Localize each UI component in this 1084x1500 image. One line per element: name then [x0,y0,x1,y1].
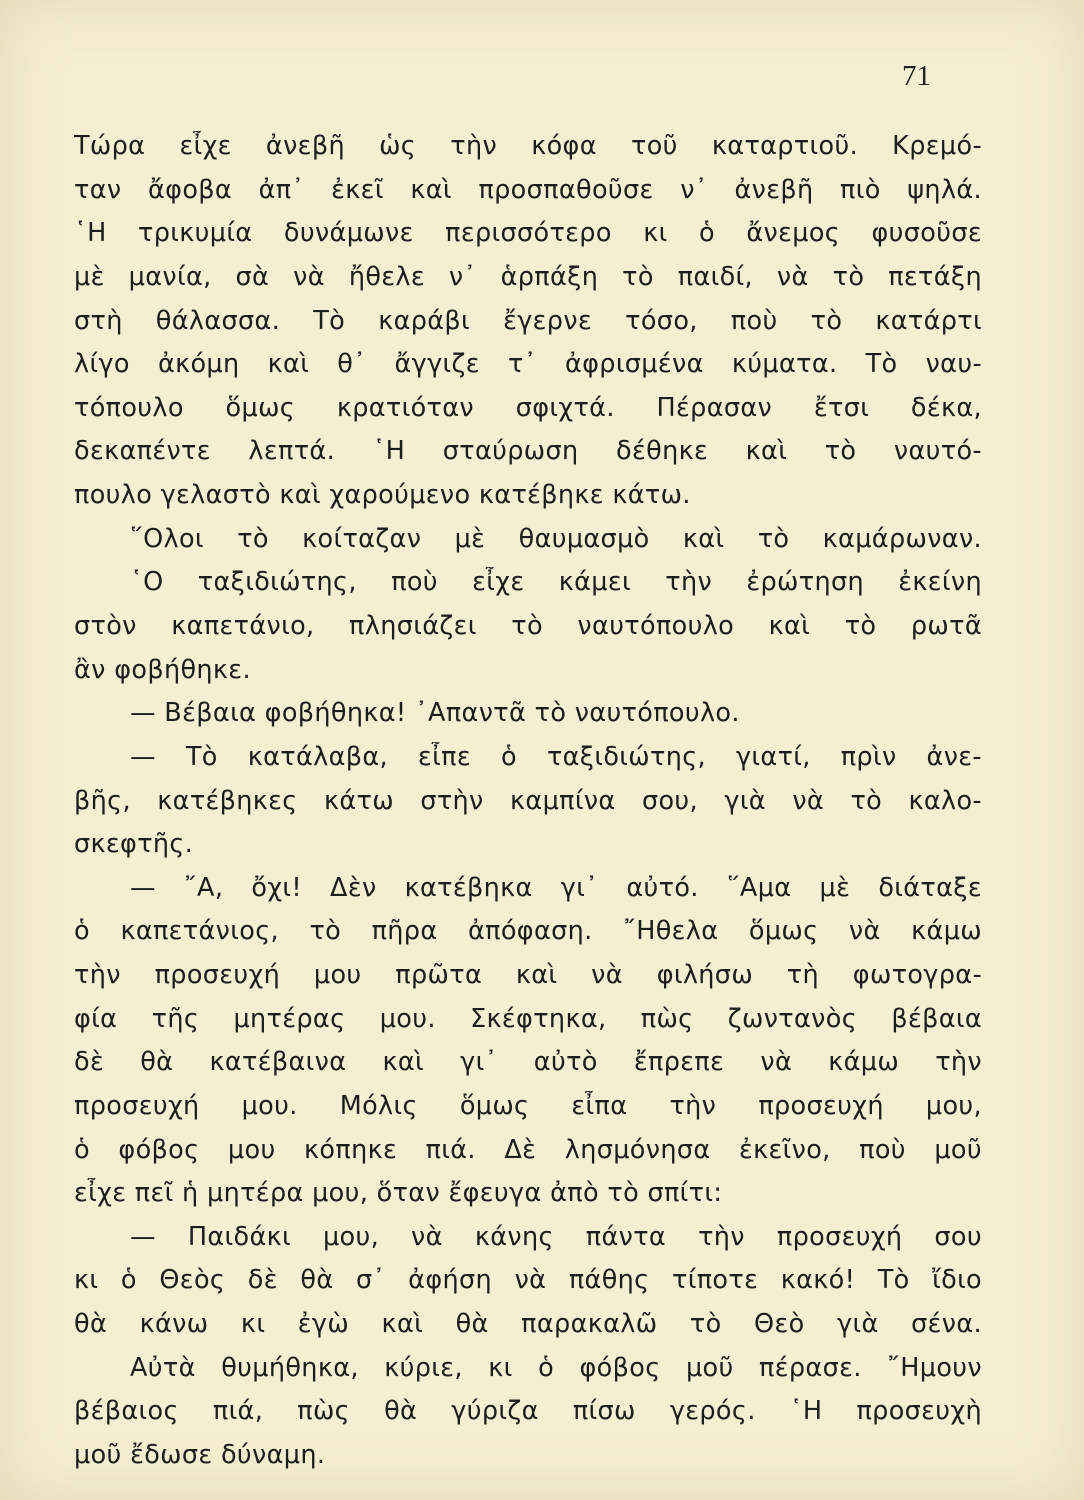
text-line-17: σκεφτῆς. [74,829,194,859]
text-line-5: στὴ θάλασσα. Τὸ καράβι ἔγερνε τόσο, ποὺ τὸ κατάρτι [74,306,982,336]
text-line-31: μοῦ ἔδωσε δύναμη. [74,1440,326,1470]
text-line-9: πουλο γελαστὸ καὶ χαρούμενο κατέβηκε κάτω. [74,480,691,510]
text-line-2: ταν ἄφοβα ἀπ᾿ ἐκεῖ καὶ προσπαθοῦσε ν᾿ ἀνεβῆ πιὸ ψηλά. [74,175,982,205]
text-line-18: — ῎Α, ὄχι! Δὲν κατέβηκα γι᾿ αὐτό. ῞Αμα μὲ διάταξε [130,873,982,903]
text-line-20: τὴν προσευχή μου πρῶτα καὶ νὰ φιλήσω τὴ φωτογρα- [74,960,982,990]
text-line-14: — Βέβαια φοβήθηκα! ᾿Απαντᾶ τὸ ναυτόπουλο. [130,698,740,728]
text-line-15: — Τὸ κατάλαβα, εἶπε ὁ ταξιδιώτης, γιατί, πρὶν ἀνε- [130,742,982,772]
page-number: 71 [902,60,931,92]
text-line-4: μὲ μανία, σὰ νὰ ἤθελε ν᾿ ἁρπάξη τὸ παιδί, νὰ τὸ πετάξη [74,262,982,292]
text-line-12: στὸν καπετάνιο, πλησιάζει τὸ ναυτόπουλο καὶ τὸ ρωτᾶ [74,611,982,641]
text-line-28: θὰ κάνω κι ἐγὼ καὶ θὰ παρακαλῶ τὸ Θεὸ γιὰ σένα. [74,1309,982,1339]
text-line-25: εἶχε πεῖ ἡ μητέρα μου, ὅταν ἔφευγα ἀπὸ τὸ σπίτι: [74,1178,723,1208]
text-line-11: ῾Ο ταξιδιώτης, ποὺ εἶχε κάμει τὴν ἐρώτηση ἐκείνη [130,567,982,597]
text-line-7: τόπουλο ὅμως κρατιόταν σφιχτά. Πέρασαν ἔτσι δέκα, [74,393,982,423]
text-line-26: — Παιδάκι μου, νὰ κάνης πάντα τὴν προσευχή σου [130,1222,982,1252]
text-line-23: προσευχή μου. Μόλις ὅμως εἶπα τὴν προσευχή μου, [74,1091,982,1121]
text-line-8: δεκαπέντε λεπτά. ῾Η σταύρωση δέθηκε καὶ τὸ ναυτό- [74,436,982,466]
text-line-1: Τώρα εἶχε ἀνεβῆ ὡς τὴν κόφα τοῦ καταρτιοῦ. Κρεμό- [74,131,982,161]
text-line-3: ῾Η τρικυμία δυνάμωνε περισσότερο κι ὁ ἄνεμος φυσοῦσε [74,218,982,248]
text-line-30: βέβαιος πιά, πὼς θὰ γύριζα πίσω γερός. ῾Η προσευχὴ [74,1396,982,1426]
text-line-13: ἂν φοβήθηκε. [74,655,251,685]
text-line-24: ὁ φόβος μου κόπηκε πιά. Δὲ λησμόνησα ἐκεῖνο, ποὺ μοῦ [74,1135,982,1165]
text-line-10: ῞Ολοι τὸ κοίταζαν μὲ θαυμασμὸ καὶ τὸ καμάρωναν. [130,524,982,554]
text-line-6: λίγο ἀκόμη καὶ θ᾿ ἄγγιζε τ᾿ ἀφρισμένα κύματα. Τὸ ναυ- [74,349,982,379]
text-line-29: Αὐτὰ θυμήθηκα, κύριε, κι ὁ φόβος μοῦ πέρασε. ῎Ημουν [130,1353,982,1383]
text-line-16: βῆς, κατέβηκες κάτω στὴν καμπίνα σου, γιὰ νὰ τὸ καλο- [74,786,982,816]
text-line-22: δὲ θὰ κατέβαινα καὶ γι᾿ αὐτὸ ἔπρεπε νὰ κάμω τὴν [74,1047,982,1077]
text-line-19: ὁ καπετάνιος, τὸ πῆρα ἀπόφαση. ῎Ηθελα ὅμως νὰ κάμω [74,916,982,946]
text-line-27: κι ὁ Θεὸς δὲ θὰ σ᾿ ἀφήση νὰ πάθης τίποτε κακό! Τὸ ἴδιο [74,1265,982,1295]
text-line-21: φία τῆς μητέρας μου. Σκέφτηκα, πὼς ζωντανὸς βέβαια [74,1004,982,1034]
